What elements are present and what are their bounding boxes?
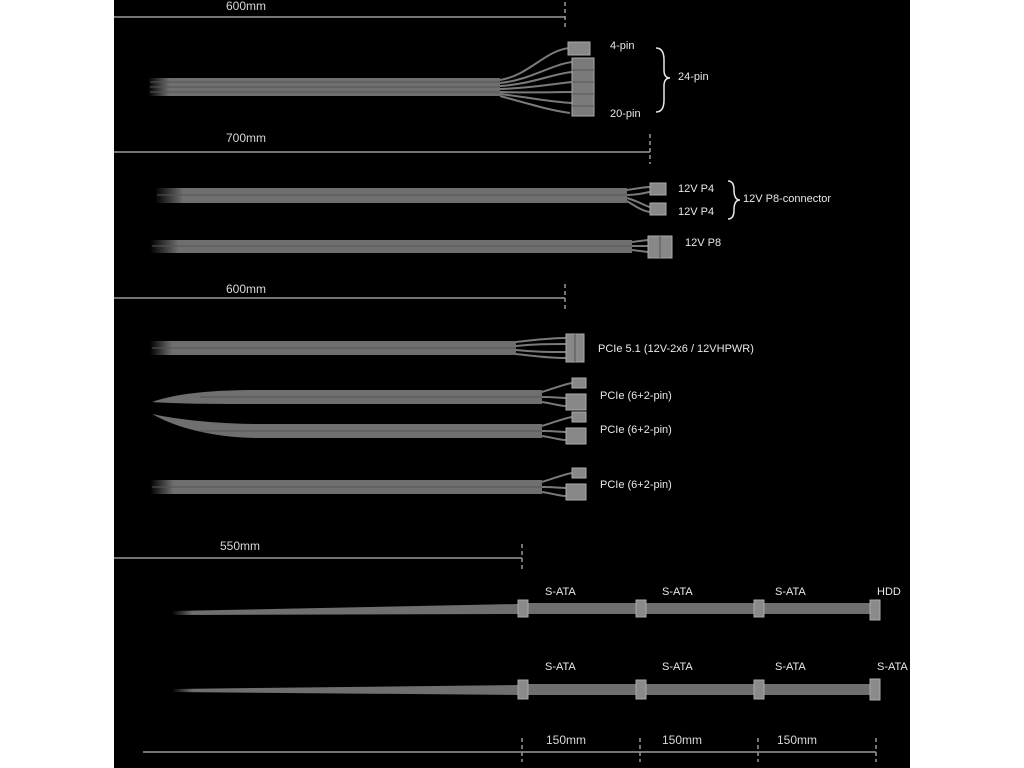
label-sata-r1-3: S-ATA — [775, 586, 806, 598]
label-p4-a: 12V P4 — [678, 183, 715, 195]
4pin-connector — [568, 42, 590, 55]
label-pcie-1: PCIe (6+2-pin) — [600, 390, 672, 402]
pcie-connector-1 — [566, 394, 586, 410]
length-label-pcie: 600mm — [226, 282, 267, 296]
p4-connector-a — [650, 183, 666, 195]
label-hdd: HDD — [877, 586, 901, 598]
label-sata-r1-1: S-ATA — [545, 586, 576, 598]
length-label-cpu: 700mm — [226, 131, 267, 145]
label-sata-r2-3: S-ATA — [775, 661, 806, 673]
label-p8: 12V P8 — [685, 237, 722, 249]
label-sata-r2-2: S-ATA — [662, 661, 693, 673]
label-spacing-1: 150mm — [546, 733, 587, 747]
label-p8-connector: 12V P8-connector — [743, 193, 832, 205]
atx-24pin-cable — [148, 42, 670, 116]
20pin-connector — [572, 58, 594, 116]
dimension-lines — [114, 2, 876, 762]
sata-cable-2 — [172, 679, 880, 700]
sata-cable-1 — [172, 600, 880, 620]
label-pcie-3: PCIe (6+2-pin) — [600, 479, 672, 491]
p8conn-brace — [728, 181, 740, 219]
pcie-connector-2 — [566, 428, 586, 444]
label-pcie-2: PCIe (6+2-pin) — [600, 424, 672, 436]
label-20pin: 20-pin — [610, 108, 641, 120]
cpu-p4-cable — [155, 181, 740, 219]
label-spacing-3: 150mm — [777, 733, 818, 747]
label-4pin: 4-pin — [610, 40, 635, 52]
label-pcie51: PCIe 5.1 (12V-2x6 / 12VHPWR) — [598, 343, 754, 355]
pcie-single-cable — [150, 468, 586, 500]
label-sata-r2-4: S-ATA — [877, 661, 908, 673]
label-spacing-2: 150mm — [662, 733, 703, 747]
pcie51-cable — [150, 334, 584, 362]
cpu-p8-cable — [150, 236, 672, 258]
hdd-connector — [870, 600, 880, 620]
length-label-main: 600mm — [226, 0, 267, 13]
p4-connector-b — [650, 203, 666, 215]
label-24pin: 24-pin — [678, 71, 709, 83]
24pin-brace — [656, 48, 670, 112]
label-p4-b: 12V P4 — [678, 206, 715, 218]
label-sata-r1-2: S-ATA — [662, 586, 693, 598]
pcie-connector-3 — [566, 484, 586, 500]
length-label-sata: 550mm — [220, 539, 261, 553]
label-sata-r2-1: S-ATA — [545, 661, 576, 673]
pcie-dual-cable — [152, 378, 586, 444]
